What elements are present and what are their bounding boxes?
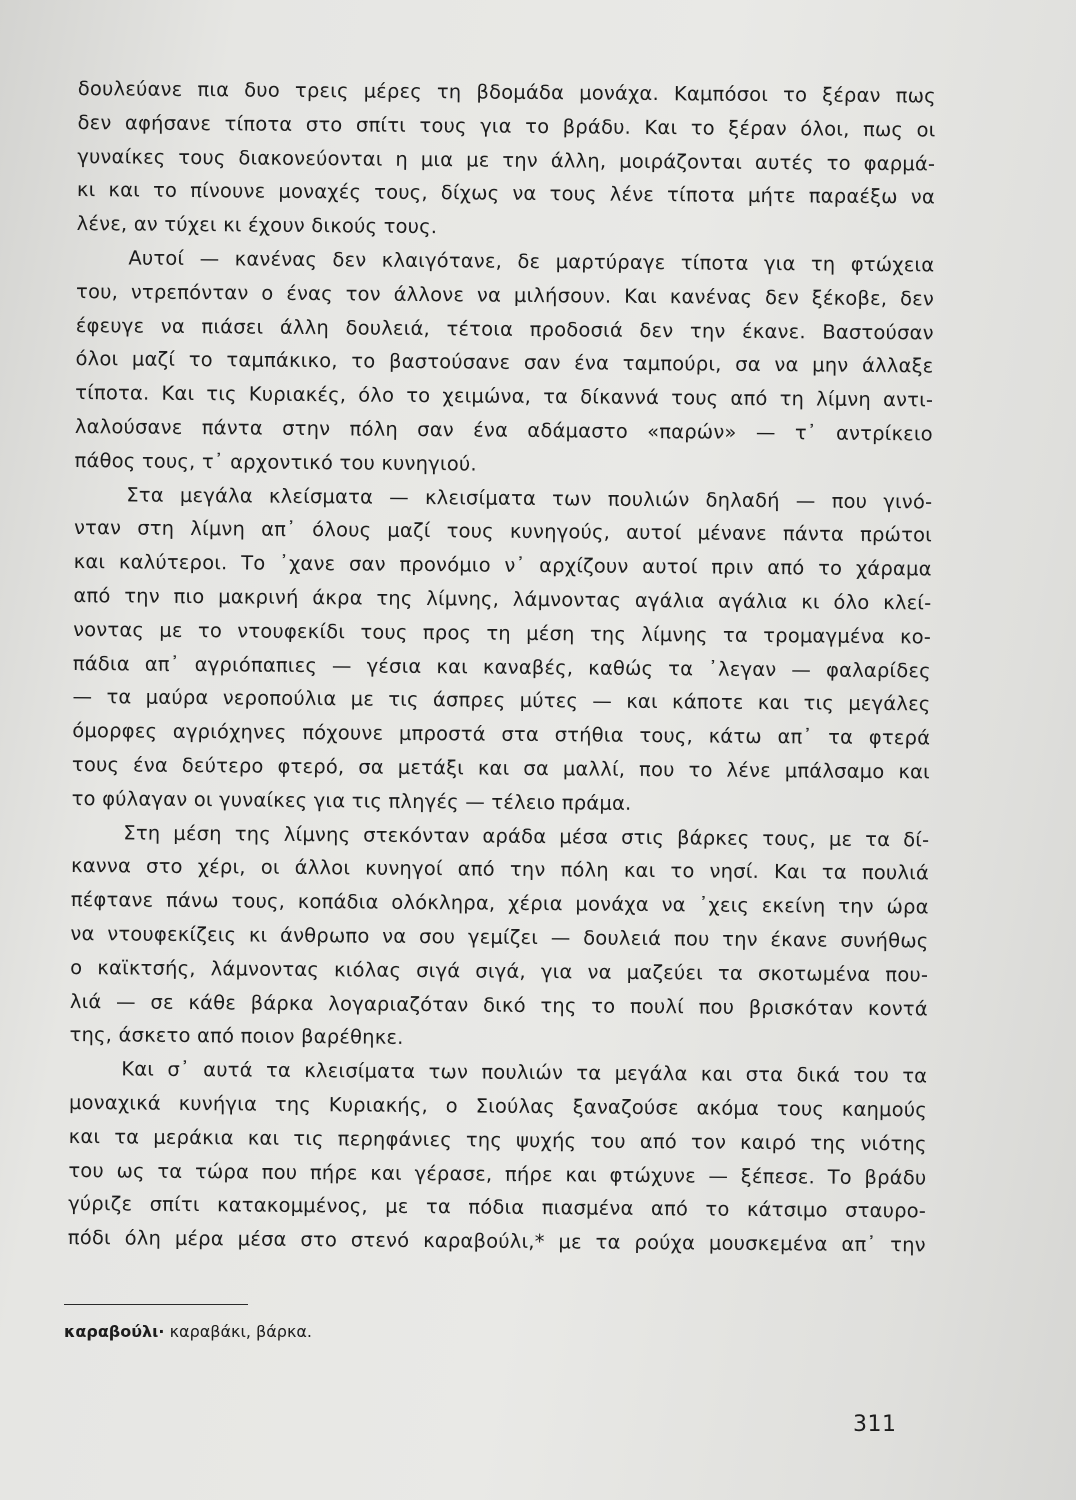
paragraph-start: Και σ᾿ αυτά τα κλεισίματα των πουλιών τα μεγάλα και στα δικά του τα [121,1057,928,1088]
text-line: πάθος τους, τ᾿ αρχοντικό του κυνηγιού. [74,448,477,476]
text-line: δεν αφήσανε τίποτα στο σπίτι τους για το βράδυ. Και το ξέραν όλοι, πως οι [77,110,936,142]
paragraph-start: Στα μεγάλα κλείσματα — κλεισίματα των πουλιών δηλαδή — που γινό- [126,483,933,514]
body-text [68,72,936,1262]
text-line: τους ένα δεύτερο φτερό, σα μετάξι και σα μαλλί, που το λένε μπάλσαμο και [71,752,931,784]
text-line: από την πιο μακρινή άκρα της λίμνης, λάμνοντας αγάλια αγάλια κι όλο κλεί- [73,583,932,615]
footnote-divider [64,1304,248,1305]
text-line: και καλύτεροι. Το ᾿χανε σαν προνόμιο ν᾿ αρχίζουν αυτοί πριν από το χάραμα [73,550,932,581]
text-line: δουλεύανε πια δυο τρεις μέρες τη βδομάδα μονάχα. Καμπόσοι το ξέραν πως [77,76,936,108]
text-line: όλοι μαζί το ταμπάκικο, το βαστούσανε σαν ένα ταμπούρι, σα να μην άλλαξε [75,347,934,378]
text-line: — τα μαύρα νεροπούλια με τις άσπρες μύτες — και κάποτε και τις μεγάλες [72,685,931,716]
text-line: γύριζε σπίτι κατακομμένος, με τα πόδια πιασμένα από το κάτσιμο σταυρο- [68,1192,927,1223]
text-line: τίποτα. Και τις Κυριακές, όλο το χειμώνα, τα δίκαννά τους από τη λίμνη αντι- [75,381,934,412]
text-line: νταν στη λίμνη απ᾿ όλους μαζί τους κυνηγούς, αυτοί μένανε πάντα πρώτοι [73,516,933,547]
footnote [64,1322,312,1341]
paragraph-start: Αυτοί — κανένας δεν κλαιγότανε, δε μαρτύραγε τίποτα για τη φτώχεια [128,246,935,277]
paragraph-start: Στη μέση της λίμνης στεκόνταν αράδα μέσα στις βάρκες τους, με τα δί- [123,820,930,851]
text-line: λένε, αν τύχει κι έχουν δικούς τους. [76,212,438,239]
text-line: μοναχικά κυνήγια της Κυριακής, ο Σιούλας ξαναζούσε ακόμα τους καημούς [68,1090,928,1122]
text-line: όμορφες αγριόχηνες πόχουνε μπροστά στα στήθια τους, κάτω απ᾿ τα φτερά [72,719,931,750]
text-line: πέφτανε πάνω τους, κοπάδια ολόκληρα, χέρια μονάχα να ᾿χεις εκείνη την ώρα [70,888,929,919]
text-line: κι και το πίνουνε μοναχές τους, δίχως να τους λένε τίποτα μήτε παραέξω να [76,178,936,209]
text-line: λιά — σε κάθε βάρκα λογαριαζόταν δικό της το πουλί που βρισκόταν κοντά [69,989,928,1020]
text-line: έφευγε να πιάσει άλλη δουλειά, τέτοια προδοσιά δεν την έκανε. Βαστούσαν [75,313,934,345]
text-line: το φύλαγαν οι γυναίκες για τις πληγές — τέλειο πράμα. [71,786,632,815]
footnote-definition: καραβάκι, βάρκα. [164,1322,313,1341]
text-line: να ντουφεκίζεις κι άνθρωπο να σου γεμίζει — δουλειά που την έκανε συνήθως [70,921,929,953]
text-line: καννα στο χέρι, οι άλλοι κυνηγοί από την πόλη και το νησί. Και τα πουλιά [70,854,930,885]
text-line: γυναίκες τους διακονεύονται η μια με την άλλη, μοιράζονται αυτές το φαρμά- [77,144,936,176]
text-line: ο καϊκτσής, λάμνοντας κιόλας σιγά σιγά, για να μαζεύει τα σκοτωμένα που- [70,955,929,987]
text-line: νοντας με το ντουφεκίδι τους προς τη μέση της λίμνης τα τρομαγμένα κο- [73,617,932,649]
text-line: πάδια απ᾿ αγριόπαπιες — γέσια και καναβές, καθώς τα ᾿λεγαν — φαλαρίδες [72,651,931,683]
text-line: του ως τα τώρα που πήρε και γέρασε, πήρε και φτώχυνε — ξέπεσε. Το βράδυ [68,1158,927,1189]
page-number: 311 [853,1412,897,1437]
text-line: της, άσκετο από ποιον βαρέθηκε. [69,1023,404,1050]
text-line: λαλούσανε πάντα στην πόλη σαν ένα αδάμαστο «παρών» — τ᾿ αντρίκειο [74,414,933,446]
text-line: πόδι όλη μέρα μέσα στο στενό καραβούλι,* με τα ρούχα μουσκεμένα απ᾿ την [67,1226,926,1257]
text-line: του, ντρεπόνταν ο ένας τον άλλονε να μιλήσουν. Και κανένας δεν ξέκοβε, δεν [75,279,935,311]
text-line: και τα μεράκια και τις περηφάνιες της ψυχής του από τον καιρό της νιότης [68,1124,927,1156]
footnote-term: καραβούλι· [64,1322,165,1341]
